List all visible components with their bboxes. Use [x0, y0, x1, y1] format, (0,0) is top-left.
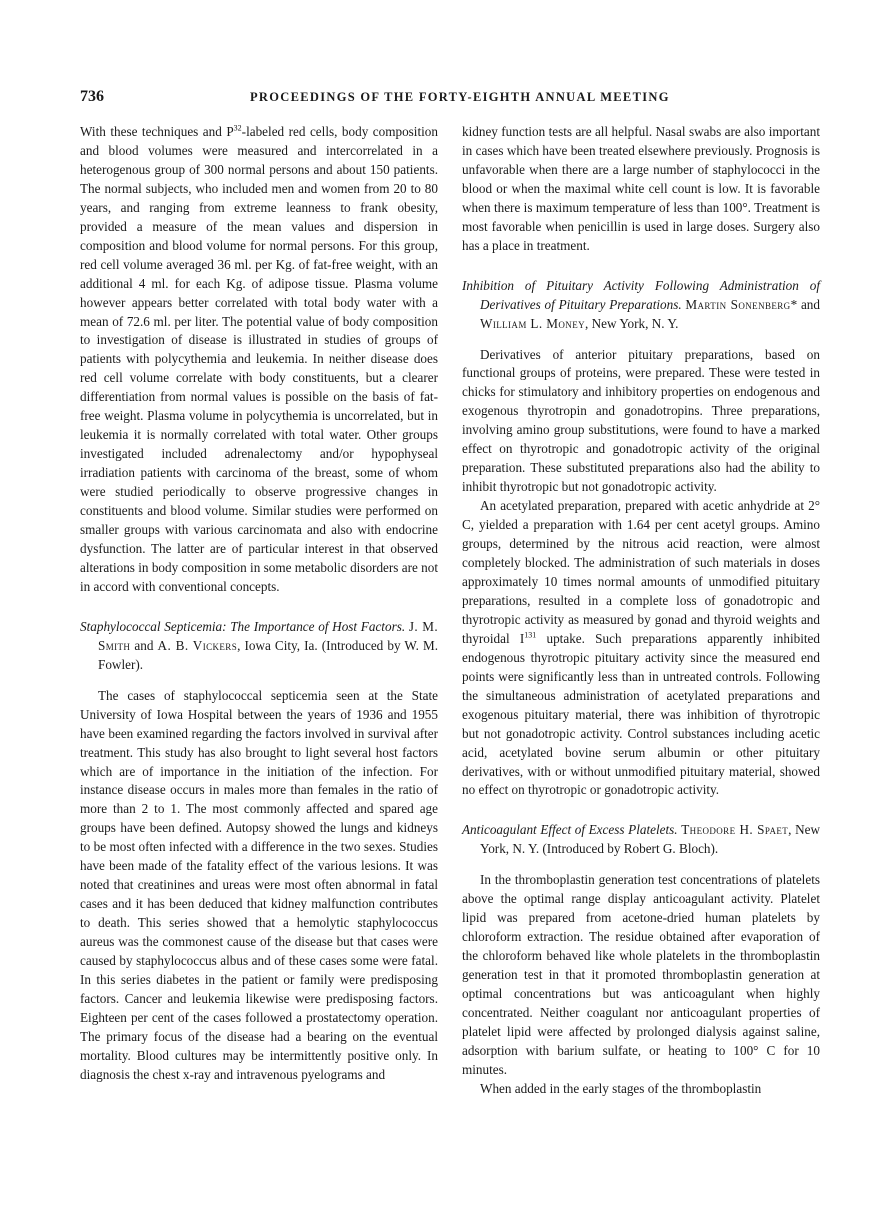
staph-body-paragraph: The cases of staphylococcal septicemia seen at the State University of Iowa Hospital between the years of 1936 and 1955 have been examined regarding the factors involved in survival after treatment. This study has also brought to light several host factors which are of importance in the initiation of the infection. For instance disease occurs in males more than females in the ratio of more than 2 to 1. The most commonly affected and spared age groups have been defined. Autopsy showed the lungs and kidneys to be most often infected with a difference in the two sexes. Studies have been made of the fatality effect of the various lesions. It was noted that creatinines and ureas were most often abnormal in fatal cases and it has been deduced that kidney malfunction contributes to death. This series showed that a hemolytic staphylococcus aureus was the commonest cause of the disease but that cases were caused by staphylococcus albus and of these cases some were fatal. In this series diabetes in the patient or family were predisposing factors. Cancer and leukemia likewise were predisposing factors. Eighteen per cent of the cases followed a prostatectomy operation. The primary focus of the disease had a bearing on the eventual mortality. Blood cultures may be intermittently positive only. In diagnosis the chest x-ray and intravenous pyelograms and	[80, 687, 438, 1082]
pituitary-paragraph-2: An acetylated preparation, prepared with acetic anhydride at 2° C, yielded a preparation with 1.64 per cent acetyl groups. Amino groups, determined by the nitrous acid reaction, were almost completely blocked. The administration of such materials in doses approximately 10 times normal amounts of unmodified pituitary preparations, resulted in a complete loss of gonadotropic and thyrotropic activity as measured by gonad and thyroid weights and thyroidal $I^{131}$ uptake. Such preparations apparently inhibited endogenous thyrotropic pituitary activity since the measured end points were significantly less than in untreated controls. Following the simultaneous administration of acetylated preparations and exogenous pituitary material, there was inhibition of thyrotropic but not gonadotropic activity. Control substances including acetic acid, acetylated bovine serum albumin or other pituitary derivatives, with or without unmodified pituitary material, showed no effect on thyrotropic or gonadotropic activity.	[462, 498, 820, 798]
staph-continued-paragraph: kidney function tests are all helpful. Nasal swabs are also important in cases which have been treated elsewhere previously. Prognosis is unfavorable when there are a large number of staphylococci in the blood or when the maximal white cell count is low. It is favorable when there is maximum temperature of less than 100°. Treatment is most favorable when penicillin is used in large doses. Surgery also has a place in treatment.	[462, 124, 820, 253]
anticoag-paragraph-2: When added in the early stages of the thromboplastin	[480, 1080, 762, 1096]
pituitary-paragraph-1: Derivatives of anterior pituitary preparations, based on functional groups of proteins, were prepared. These were tested in chicks for stimulatory and inhibitory properties on endogenous and exogenous thyrotropin and gonadotropins. Three preparations, involving amino group substitutions, were found to have a marked effect on thyrotropic and gonadotropic activity of the original preparation. These substituted preparations also had the ability to inhibit thyrotropic but not gonadotropic activity.	[462, 346, 820, 495]
pituitary-abstract-title: Inhibition of Pituitary Activity Following Administration of Derivatives of Pituitary Preparations. Martin Sonenberg* and William L. Money, New York, N. Y.	[462, 277, 820, 331]
page-header	[80, 88, 820, 110]
anticoag-paragraph-1: In the thromboplastin generation test concentrations of platelets above the optimal range display anticoagulant activity. Platelet lipid was prepared from acetone-dried human platelets by chloroform extraction. The residue obtained after evaporation of the chloroform behaved like whole platelets in the thromboplastin generation test in that it promoted thromboplastin generation at optimal concentrations but was anticoagulant when highly concentrated. Neither coagulant nor anticoagulant properties of platelet lipid were affected by prolonged dialysis against saline, adsorption with barium sulfate, or heating to 100° C for 10 minutes.	[462, 872, 820, 1077]
running-head: PROCEEDINGS OF THE FORTY-EIGHTH ANNUAL MEETING	[250, 90, 670, 104]
right-column	[462, 123, 820, 1099]
staph-abstract-title: Staphylococcal Septicemia: The Importance of Host Factors. J. M. Smith and A. B. Vickers, Iowa City, Ia. (Introduced by W. M. Fowler).	[80, 618, 439, 672]
left-column	[80, 123, 438, 1085]
intro-paragraph: With these techniques and $P^{32}$-labeled red cells, body composition and blood volumes were measured and intercorrelated in a heterogenous group of 300 normal persons and about 150 patients. The normal subjects, who included men and women from 20 to 80 years, and ranging from extreme leanness to frank obesity, provided a measure of the mean values and dispersion in composition and blood volume for normal persons. For this group, red cell volume averaged 36 ml. per Kg. of fat-free weight, with an additional 4 ml. for each Kg. of adipose tissue. Plasma volume however appears better correlated with total body water with a mean of 72.6 ml. per liter. The potential value of body composition to investigation of disease is illustrated in studies of groups of patients with polycythemia and leukemia. In neither disease does red cell volume correlate with body constituents, but a clearer differentiation from normal values is possible on the basis of fat-free weight. Plasma volume in polycythemia is uncorrelated, but in leukemia it is normally correlated with total water. Other groups investigated included adrenalectomy and/or hypophyseal irradiation patients with carcinoma of the breast, some of whom were studied periodically to observe progressive changes in constituents and blood volume. Similar studies were performed on smaller groups with various carcinomata and also with endocrine dysfunction. The latter are of particular interest in that observed alterations in body composition in some metabolic disorders are not in accord with conventional concepts.	[80, 123, 438, 594]
page-number: 736	[80, 88, 104, 105]
anticoag-abstract-title: Anticoagulant Effect of Excess Platelets. Theodore H. Spaet, New York, N. Y. (Introduced by Robert G. Bloch).	[462, 822, 821, 857]
